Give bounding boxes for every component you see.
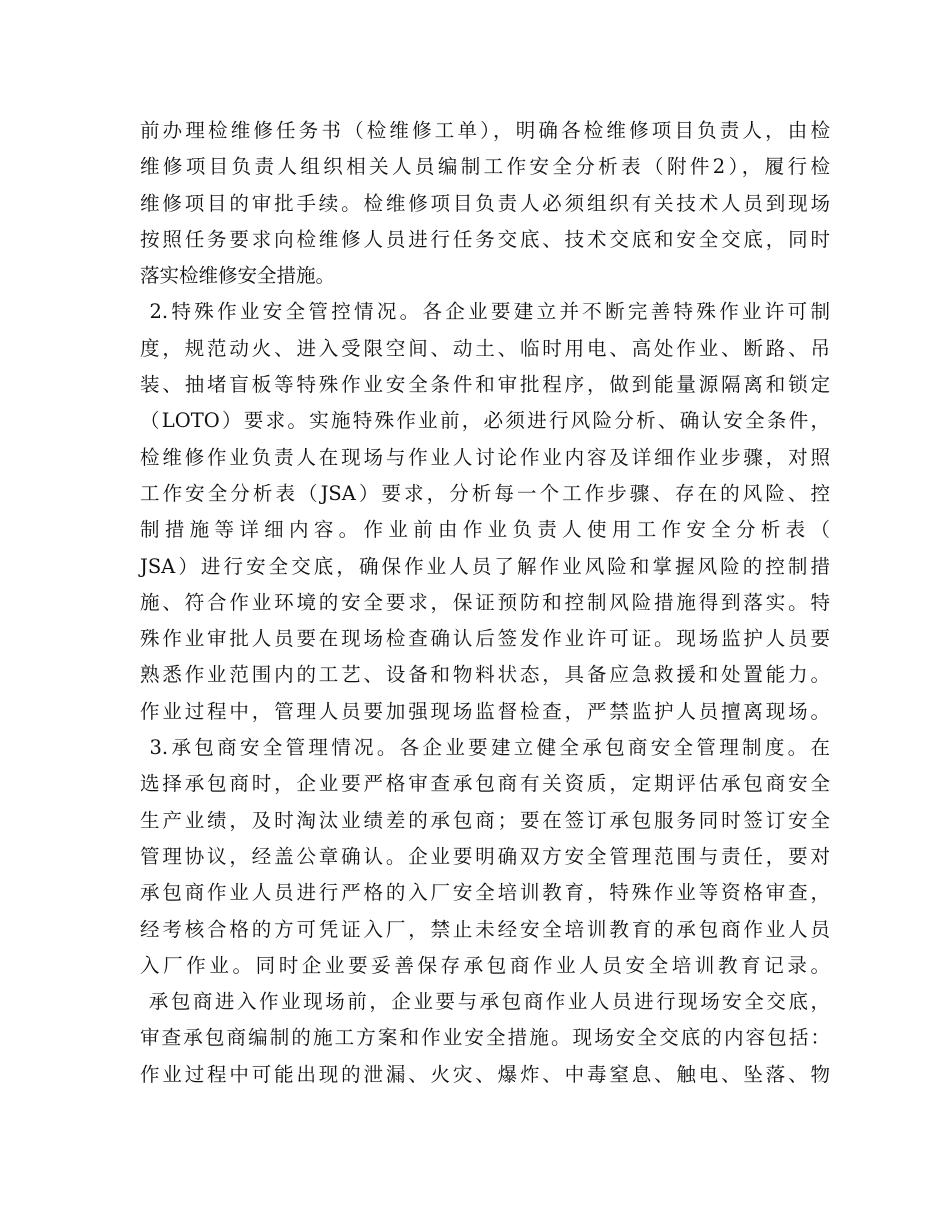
text-line: 生产业绩，及时淘汰业绩差的承包商；要在签订承包服务同时签订安全 <box>140 808 830 832</box>
text-line: 按照任务要求向检维修人员进行任务交底、技术交底和安全交底，同时 <box>140 227 830 251</box>
text-line: 审查承包商编制的施工方案和作业安全措施。现场安全交底的内容包括： <box>140 1026 830 1050</box>
text-line: 工作安全分析表（JSA）要求，分析每一个工作步骤、存在的风险、控 <box>140 481 830 505</box>
text-line: 维修项目负责人组织相关人员编制工作安全分析表（附件2），履行检 <box>140 155 830 179</box>
text-line: （LOTO）要求。实施特殊作业前，必须进行风险分析、确认安全条件， <box>140 409 830 433</box>
text-line: 经考核合格的方可凭证入厂，禁止未经安全培训教育的承包商作业人员 <box>140 917 830 941</box>
text-line: 管理协议，经盖公章确认。企业要明确双方安全管理范围与责任，要对 <box>140 844 830 868</box>
text-line: 承包商进入作业现场前，企业要与承包商作业人员进行现场安全交底， <box>140 990 830 1014</box>
text-line: 殊作业审批人员要在现场检查确认后签发作业许可证。现场监护人员要 <box>140 627 830 651</box>
text-line: 装、抽堵盲板等特殊作业安全条件和审批程序，做到能量源隔离和锁定 <box>140 373 830 397</box>
text-line: 3.承包商安全管理情况。各企业要建立健全承包商安全管理制度。在 <box>140 736 830 760</box>
text-line: 检维修作业负责人在现场与作业人讨论作业内容及详细作业步骤，对照 <box>140 445 830 469</box>
text-line: 选择承包商时，企业要严格审查承包商有关资质，定期评估承包商安全 <box>140 772 830 796</box>
text-line: 入厂作业。同时企业要妥善保存承包商作业人员安全培训教育记录。 <box>140 953 830 977</box>
body-text <box>140 113 830 1093</box>
text-line: 熟悉作业范围内的工艺、设备和物料状态，具备应急救援和处置能力。 <box>140 663 830 687</box>
text-line: JSA）进行安全交底，确保作业人员了解作业风险和掌握风险的控制措 <box>140 554 830 578</box>
text-line: 制措施等详细内容。作业前由作业负责人使用工作安全分析表（ <box>140 518 830 542</box>
text-line: 作业过程中可能出现的泄漏、火灾、爆炸、中毒窒息、触电、坠落、物 <box>140 1062 830 1086</box>
text-line: 施、符合作业环境的安全要求，保证预防和控制风险措施得到落实。特 <box>140 590 830 614</box>
text-line: 承包商作业人员进行严格的入厂安全培训教育，特殊作业等资格审查， <box>140 881 830 905</box>
text-line: 作业过程中，管理人员要加强现场监督检查，严禁监护人员擅离现场。 <box>140 699 830 723</box>
text-line: 落实检维修安全措施。 <box>140 264 336 288</box>
text-line: 度，规范动火、进入受限空间、动土、临时用电、高处作业、断路、吊 <box>140 336 830 360</box>
text-line: 维修项目的审批手续。检维修项目负责人必须组织有关技术人员到现场 <box>140 191 830 215</box>
text-line: 前办理检维修任务书（检维修工单），明确各检维修项目负责人，由检 <box>140 119 830 142</box>
text-line: 2.特殊作业安全管控情况。各企业要建立并不断完善特殊作业许可制 <box>140 300 830 324</box>
